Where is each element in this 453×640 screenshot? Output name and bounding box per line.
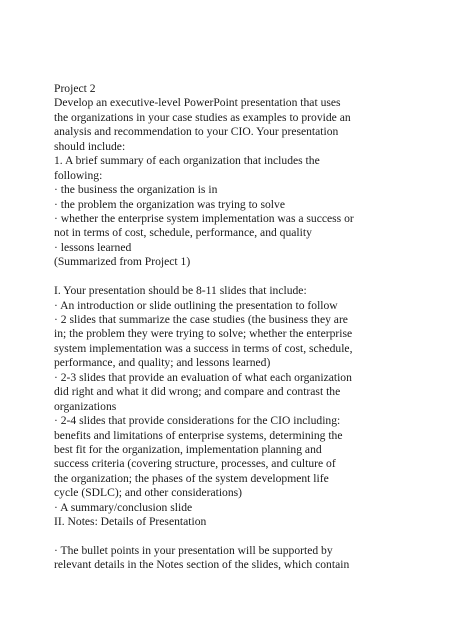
section-heading: II. Notes: Details of Presentation [54, 515, 207, 529]
bullet-line: · An introduction or slide outlining the presentation to follow [54, 298, 338, 312]
text-line: did right and what it did wrong; and compare and contrast the [54, 385, 341, 399]
bullet-line: · the business the organization is in [54, 183, 218, 197]
paragraph-gap [54, 270, 414, 284]
bullet-line: · lessons learned [54, 240, 132, 254]
text-line: (Summarized from Project 1) [54, 255, 191, 269]
section-heading: I. Your presentation should be 8-11 slides that include: [54, 284, 307, 298]
bullet-line: · A summary/conclusion slide [54, 500, 193, 514]
text-line: relevant details in the Notes section of the slides, which contain [54, 558, 350, 572]
notes-section [54, 544, 414, 573]
text-line: 1. A brief summary of each organization that includes the [54, 154, 320, 168]
text-line: the organization; the phases of the system development life [54, 471, 329, 485]
bullet-line: · 2-4 slides that provide considerations for the CIO including: [54, 414, 341, 428]
text-line: analysis and recommendation to your CIO. Your presentation [54, 125, 339, 139]
text-line: performance, and quality; and lessons learned) [54, 356, 271, 370]
paragraph-gap [54, 530, 414, 544]
bullet-line: · whether the enterprise system implementation was a success or [54, 211, 354, 225]
bullet-line: · The bullet points in your presentation will be supported by [54, 544, 333, 557]
text-line: should include: [54, 139, 126, 153]
intro-section [54, 82, 414, 270]
bullet-line: · 2 slides that summarize the case studies (the business they are [54, 313, 348, 326]
bullet-line: · the problem the organization was trying to solve [54, 197, 285, 211]
text-line: organizations [54, 399, 117, 413]
text-line: following: [54, 168, 103, 182]
text-line: not in terms of cost, schedule, performance, and quality [54, 226, 312, 240]
bullet-line: · 2-3 slides that provide an evaluation of what each organization [54, 370, 352, 384]
text-line: success criteria (covering structure, processes, and culture of [54, 457, 336, 471]
text-line: in; the problem they were trying to solve; whether the enterprise [54, 327, 353, 341]
text-line: system implementation was a success in terms of cost, schedule, [54, 341, 353, 355]
document-title: Project 2 [54, 82, 96, 95]
text-line: cycle (SDLC); and other considerations) [54, 486, 243, 500]
text-line: the organizations in your case studies as examples to provide an [54, 110, 351, 124]
text-line: benefits and limitations of enterprise systems, determining the [54, 428, 343, 442]
document-page [54, 82, 414, 573]
slides-section [54, 284, 414, 529]
text-line: best fit for the organization, implementation planning and [54, 442, 322, 456]
text-line: Develop an executive-level PowerPoint presentation that uses [54, 96, 341, 110]
